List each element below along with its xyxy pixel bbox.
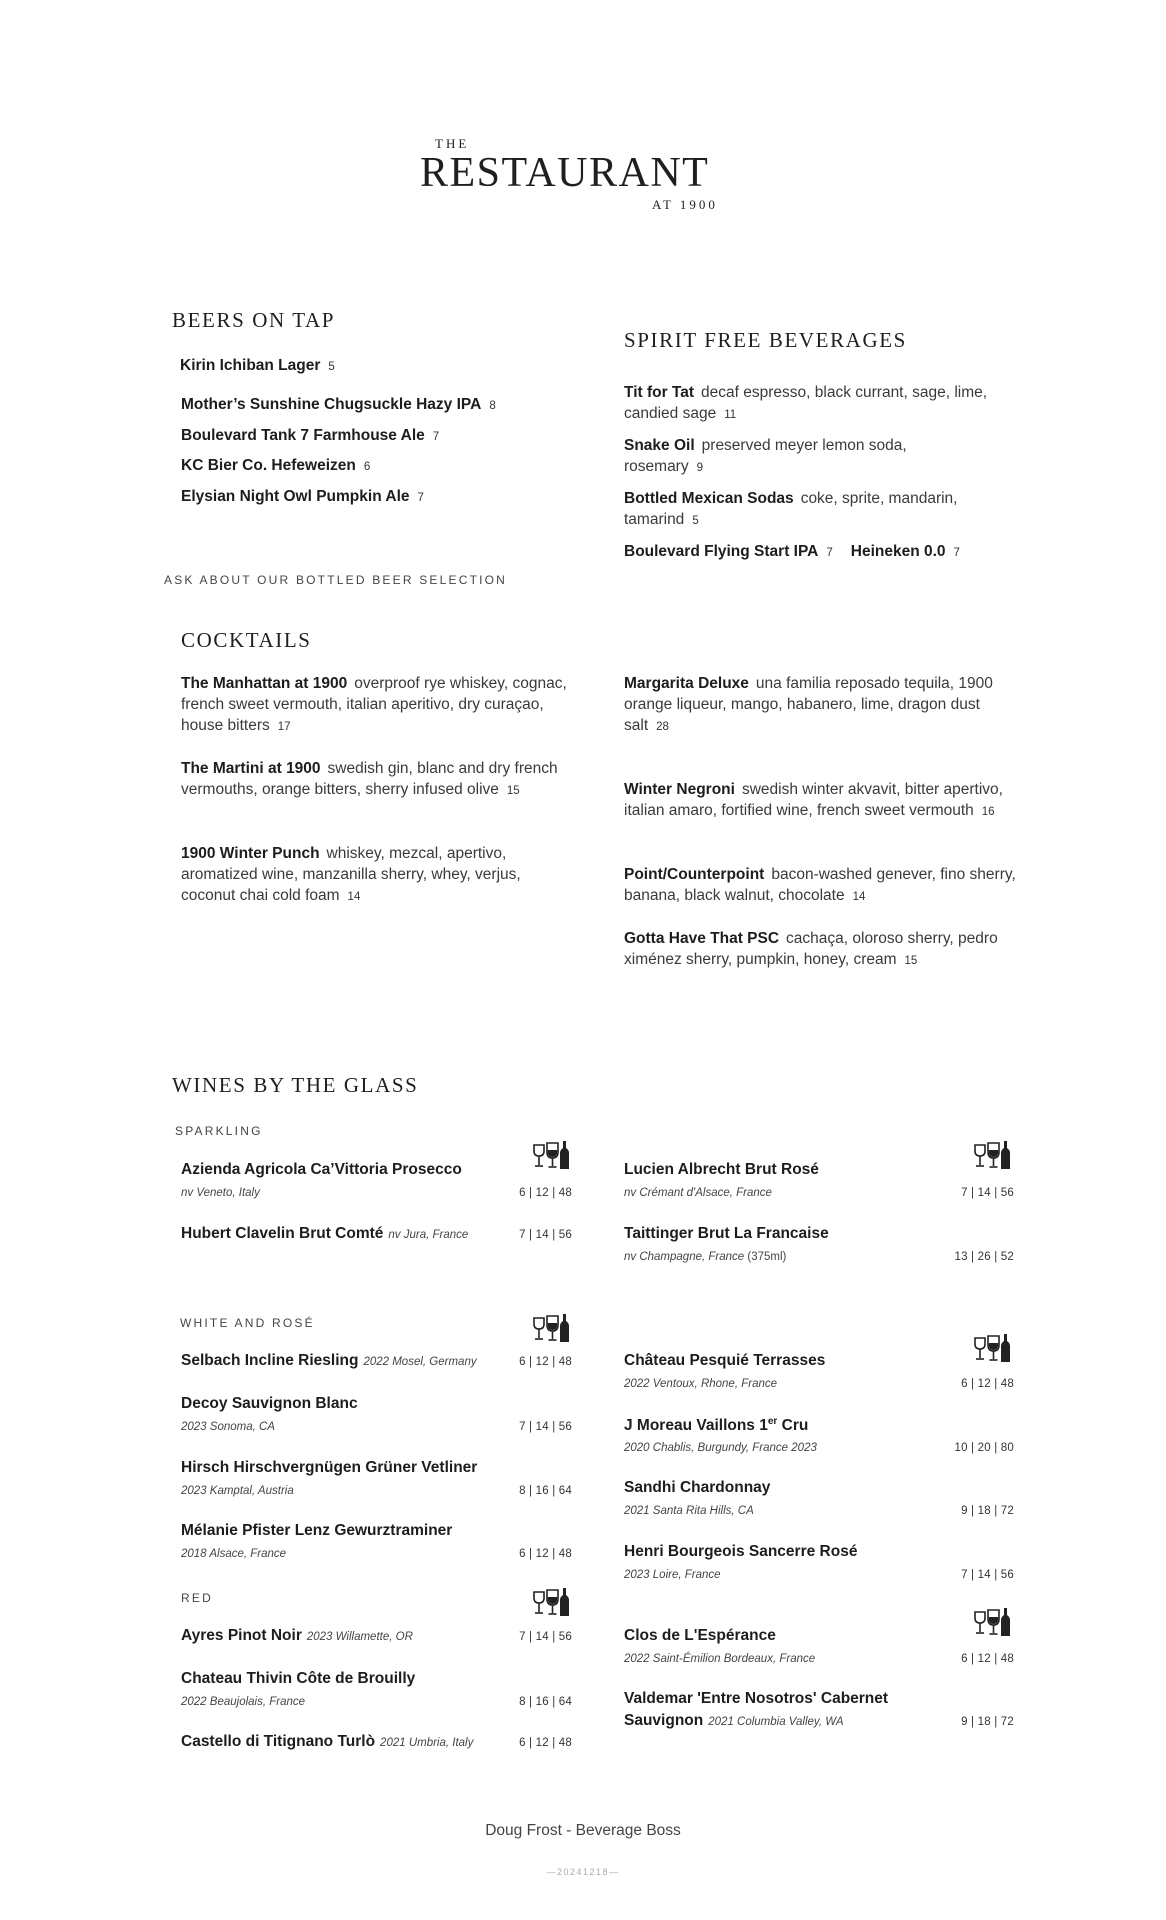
logo-sub: AT 1900 <box>652 197 718 212</box>
glass-bottle-icon <box>532 1588 572 1618</box>
logo-the: THE <box>435 136 470 151</box>
wine-name: Château Pesquié Terrasses <box>624 1352 826 1369</box>
item-name: Tit for Tat <box>624 384 695 401</box>
glass-bottle-icon <box>973 1608 1013 1638</box>
item-name: Boulevard Flying Start IPA <box>624 543 819 560</box>
item-desc: una familia reposado tequila, 1900 orange liqueur, mango, habanero, lime, dragon dust salt <box>624 675 993 734</box>
red-label: RED <box>181 1591 213 1605</box>
wine-name-text: Selbach Incline Riesling <box>181 1352 359 1369</box>
wine-name <box>181 1733 473 1751</box>
white-rose-label: WHITE AND ROSÉ <box>180 1316 315 1330</box>
item-name: Mother’s Sunshine Chugsuckle Hazy IPA <box>181 396 482 413</box>
item-desc: bacon-washed genever, fino sherry, banana, black walnut, chocolate <box>624 866 1016 904</box>
item-name: KC Bier Co. Hefeweizen <box>181 457 356 474</box>
bottled-beer-note: ASK ABOUT OUR BOTTLED BEER SELECTION <box>164 573 508 587</box>
wine-price: 9 | 18 | 72 <box>961 1505 1014 1517</box>
item-price: 9 <box>696 462 704 474</box>
list-item <box>624 541 960 564</box>
item-desc: swedish gin, blanc and dry french vermouths, orange bitters, sherry infused olive <box>181 760 558 798</box>
wine-name-text: Castello di Titignano Turlò <box>181 1733 376 1750</box>
list-item <box>624 488 1014 532</box>
wine-name-text: Sauvignon <box>624 1712 704 1729</box>
item-name: Margarita Deluxe <box>624 675 749 692</box>
item-name: 1900 Winter Punch <box>181 845 320 862</box>
cocktails-title: COCKTAILS <box>181 628 312 652</box>
item-price: 8 <box>489 400 496 412</box>
list-item <box>181 394 496 417</box>
item-name: Winter Negroni <box>624 781 735 798</box>
wine-name-text: Hubert Clavelin Brut Comté <box>181 1225 384 1242</box>
wine-name-text: Ayres Pinot Noir <box>181 1627 302 1644</box>
wine-origin: nv Jura, France <box>388 1229 469 1241</box>
list-item <box>624 928 1024 972</box>
item-name: Gotta Have That PSC <box>624 930 780 947</box>
item-price: 28 <box>656 721 669 733</box>
wine-name-text: J Moreau Vaillons 1 <box>624 1417 768 1435</box>
item-price: 15 <box>904 955 918 967</box>
wine-price: 13 | 26 | 52 <box>954 1251 1014 1263</box>
wine-price: 6 | 12 | 48 <box>961 1653 1014 1665</box>
wine-name: Sandhi Chardonnay <box>624 1479 771 1496</box>
wine-name <box>181 1627 413 1645</box>
wine-price: 7 | 14 | 56 <box>519 1421 572 1433</box>
wine-price: 6 | 12 | 48 <box>519 1548 572 1560</box>
wine-price: 8 | 16 | 64 <box>519 1696 572 1708</box>
wine-size: (375ml) <box>747 1251 787 1263</box>
wine-name <box>181 1225 468 1243</box>
wine-origin: 2018 Alsace, France <box>181 1548 287 1560</box>
list-item <box>180 355 335 378</box>
wine-name-end: Cru <box>777 1417 809 1435</box>
wines-title: WINES BY THE GLASS <box>172 1073 419 1097</box>
wine-name: Azienda Agricola Ca’Vittoria Prosecco <box>181 1161 462 1178</box>
item-name: The Manhattan at 1900 <box>181 675 348 692</box>
wine-name: Chateau Thivin Côte de Brouilly <box>181 1670 416 1687</box>
glass-bottle-icon <box>532 1141 572 1171</box>
list-item <box>181 455 370 478</box>
item-desc: swedish winter akvavit, bitter apertivo, italian amaro, fortified wine, french sweet vermouth <box>624 781 1003 819</box>
wine-origin <box>624 1251 786 1263</box>
item-name: Elysian Night Owl Pumpkin Ale <box>181 488 410 505</box>
list-item <box>624 864 1024 908</box>
item-name: Point/Counterpoint <box>624 866 765 883</box>
wine-price: 10 | 20 | 80 <box>954 1442 1014 1454</box>
wine-name: Lucien Albrecht Brut Rosé <box>624 1161 819 1178</box>
wine-origin: 2022 Mosel, Germany <box>363 1356 477 1368</box>
wine-name: Taittinger Brut La Francaise <box>624 1225 829 1242</box>
wine-name <box>624 1712 844 1730</box>
list-item <box>181 758 576 802</box>
wine-name <box>181 1352 477 1370</box>
item-name: Boulevard Tank 7 Farmhouse Ale <box>181 427 425 444</box>
logo-name: RESTAURANT <box>420 150 710 196</box>
wine-origin: nv Crémant d'Alsace, France <box>624 1187 772 1199</box>
list-item <box>181 425 439 448</box>
list-item <box>624 673 1019 738</box>
item-desc: decaf espresso, black currant, sage, lime, candied sage <box>624 384 988 422</box>
wine-origin: 2023 Sonoma, CA <box>181 1421 275 1433</box>
wine-origin: 2021 Santa Rita Hills, CA <box>624 1505 754 1517</box>
wine-price: 7 | 14 | 56 <box>961 1187 1014 1199</box>
beers-title: BEERS ON TAP <box>172 308 335 332</box>
wine-origin: 2020 Chablis, Burgundy, France 2023 <box>624 1442 817 1454</box>
item-price: 14 <box>852 891 866 903</box>
item-price: 7 <box>417 492 424 504</box>
item-price: 7 <box>953 547 960 559</box>
item-price: 7 <box>432 431 440 443</box>
item-desc: cachaça, oloroso sherry, pedro ximénez sherry, pumpkin, honey, cream <box>624 930 998 968</box>
wine-origin: 2021 Umbria, Italy <box>380 1737 474 1749</box>
wine-price: 7 | 14 | 56 <box>961 1569 1014 1581</box>
logo <box>420 136 760 216</box>
wine-price: 8 | 16 | 64 <box>519 1485 572 1497</box>
item-price: 17 <box>277 721 291 733</box>
wine-price: 7 | 14 | 56 <box>519 1631 572 1643</box>
wine-origin: 2023 Kamptal, Austria <box>181 1485 294 1497</box>
wine-price: 6 | 12 | 48 <box>519 1737 572 1749</box>
wine-price: 9 | 18 | 72 <box>961 1716 1014 1728</box>
item-desc: whiskey, mezcal, apertivo, aromatized wine, manzanilla sherry, whey, verjus, coconut chai cold foam <box>181 845 521 904</box>
list-item <box>624 435 974 479</box>
item-price: 7 <box>826 547 833 559</box>
item-desc: overproof rye whiskey, cognac, french sweet vermouth, italian aperitivo, dry curaçao, house bitters <box>181 675 567 734</box>
glass-bottle-icon <box>973 1141 1013 1171</box>
wine-name: Decoy Sauvignon Blanc <box>181 1395 358 1412</box>
list-item <box>181 843 576 908</box>
wine-price: 7 | 14 | 56 <box>519 1229 572 1241</box>
wine-origin-text: nv Champagne, France <box>624 1251 745 1263</box>
wine-origin: nv Veneto, Italy <box>181 1187 260 1199</box>
wine-origin: 2022 Ventoux, Rhone, France <box>624 1378 778 1390</box>
list-item <box>624 382 1014 426</box>
item-desc: preserved meyer lemon soda, rosemary <box>624 437 907 475</box>
wine-origin: 2021 Columbia Valley, WA <box>708 1716 844 1728</box>
item-name: Kirin Ichiban Lager <box>180 357 321 374</box>
wine-name-sup: er <box>767 1416 778 1427</box>
item-name: The Martini at 1900 <box>181 760 321 777</box>
item-price: 15 <box>506 785 520 797</box>
item-desc: coke, sprite, mandarin, tamarind <box>624 490 958 528</box>
item-name: Bottled Mexican Sodas <box>624 490 794 507</box>
list-item <box>181 486 424 509</box>
item-name: Heineken 0.0 <box>850 543 946 560</box>
wine-price: 6 | 12 | 48 <box>519 1187 572 1199</box>
wine-name <box>624 1416 808 1435</box>
list-item <box>624 779 1034 823</box>
wine-name: Henri Bourgeois Sancerre Rosé <box>624 1543 858 1560</box>
wine-name: Hirsch Hirschvergnügen Grüner Vetliner <box>181 1459 478 1476</box>
footer-code: —20241218— <box>546 1867 620 1877</box>
wine-name: Valdemar 'Entre Nosotros' Cabernet <box>624 1690 889 1707</box>
item-price: 16 <box>981 806 995 818</box>
item-price: 14 <box>347 891 361 903</box>
wine-price: 6 | 12 | 48 <box>519 1356 572 1368</box>
glass-bottle-icon <box>973 1334 1013 1364</box>
footer-credit: Doug Frost - Beverage Boss <box>485 1822 681 1839</box>
spirit-free-title: SPIRIT FREE BEVERAGES <box>624 328 907 352</box>
glass-bottle-icon <box>532 1314 572 1344</box>
item-price: 5 <box>692 515 699 527</box>
item-price: 6 <box>363 461 371 473</box>
list-item <box>181 673 576 738</box>
wine-origin: 2023 Willamette, OR <box>306 1631 413 1643</box>
wine-origin: 2022 Saint-Émilion Bordeaux, France <box>624 1653 816 1665</box>
item-name: Snake Oil <box>624 437 695 454</box>
sparkling-label: SPARKLING <box>175 1124 263 1138</box>
wine-origin: 2023 Loire, France <box>624 1569 721 1581</box>
item-price: 11 <box>724 409 737 421</box>
wine-name: Clos de L'Espérance <box>624 1627 776 1644</box>
wine-price: 6 | 12 | 48 <box>961 1378 1014 1390</box>
item-price: 5 <box>328 361 335 373</box>
wine-origin: 2022 Beaujolais, France <box>181 1696 306 1708</box>
wine-name: Mélanie Pfister Lenz Gewurztraminer <box>181 1522 453 1539</box>
